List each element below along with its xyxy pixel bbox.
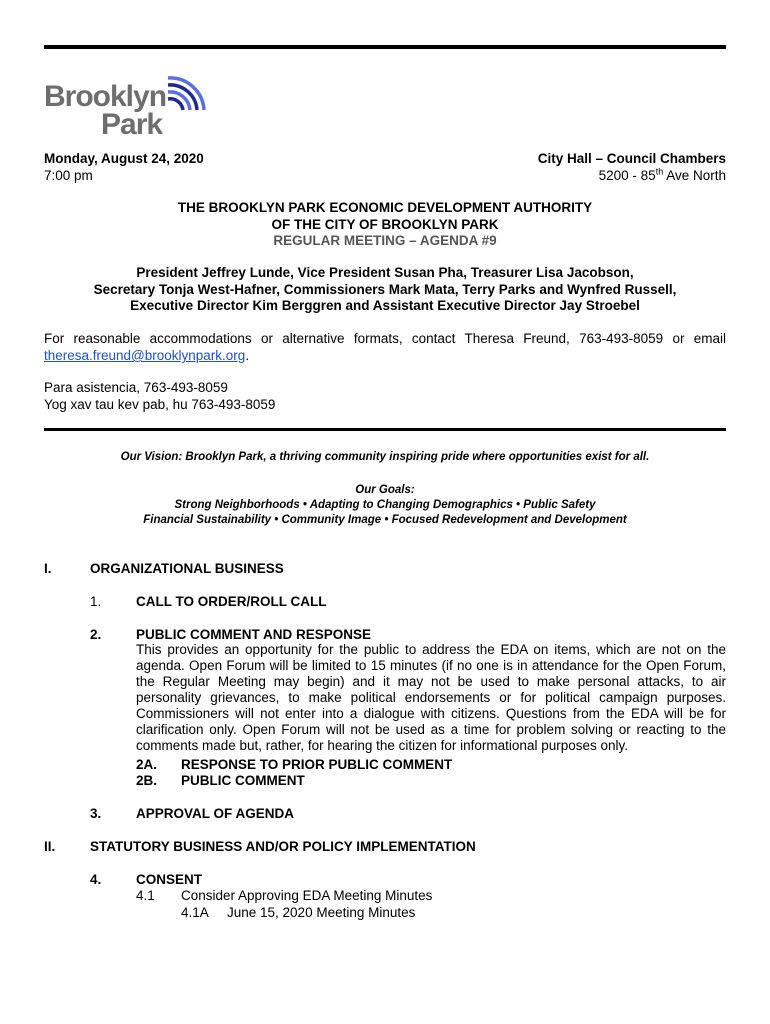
item-2-body-line: Commissioners will not enter into a dialogue with citizens. Questions from the EDA will be for	[136, 706, 726, 721]
title-line2: OF THE CITY OF BROOKLYN PARK	[271, 217, 499, 232]
item-4-title: CONSENT	[136, 872, 203, 887]
item-4-1a-number: 4.1A	[181, 905, 209, 920]
logo-park-text: Park	[101, 108, 163, 141]
members-line2: Secretary Tonja West-Hafner, Commissioners Mark Mata, Terry Parks and Wynfred Russell,	[93, 282, 677, 297]
item-4-1a-title: June 15, 2020 Meeting Minutes	[227, 905, 416, 920]
section-1-number: I.	[44, 561, 52, 576]
address-suffix: Ave North	[663, 168, 726, 183]
item-2b-title: PUBLIC COMMENT	[181, 773, 305, 788]
accommodations-text: For reasonable accommodations or alternative formats, contact Theresa Freund, 763-493-8059 or email	[44, 331, 726, 346]
item-2a-number: 2A.	[136, 757, 158, 772]
item-3-title: APPROVAL OF AGENDA	[136, 806, 295, 821]
item-4-number: 4.	[90, 872, 102, 887]
email-period: .	[245, 348, 250, 363]
item-2-title: PUBLIC COMMENT AND RESPONSE	[136, 627, 372, 642]
item-2b-number: 2B.	[136, 773, 158, 788]
item-2-body-line: the Regular Meeting may begin) and it may not be used to make personal attacks, to air	[136, 674, 726, 689]
title-line1: THE BROOKLYN PARK ECONOMIC DEVELOPMENT AUTHORITY	[177, 200, 593, 215]
section-2-number: II.	[44, 839, 56, 854]
logo-brooklyn-text: Brooklyn	[44, 80, 167, 113]
vision-statement: Our Vision: Brooklyn Park, a thriving community inspiring pride where opportunities exist for all.	[120, 451, 650, 463]
meeting-location: City Hall – Council Chambers	[537, 151, 726, 166]
accommodations-email-line	[44, 347, 249, 364]
members-line3: Executive Director Kim Berggren and Assistant Executive Director Jay Stroebel	[130, 298, 640, 313]
address-prefix: 5200 - 85	[598, 168, 656, 183]
item-2-body-line: clarification only. Open Forum will not be used as a time for problem solving or reacting to the	[136, 722, 726, 737]
address-sup: th	[655, 166, 664, 177]
hmong-assistance: Yog xav tau kev pab, hu 763-493-8059	[44, 397, 276, 412]
item-2-number: 2.	[90, 627, 102, 642]
meeting-time: 7:00 pm	[44, 168, 93, 183]
email-link[interactable]: theresa.freund@brooklynpark.org	[44, 348, 246, 363]
item-2-body-line: comments made but, rather, for hearing the citizen for informational purposes only.	[136, 738, 628, 753]
item-1-number: 1.	[90, 594, 102, 609]
item-2a-title: RESPONSE TO PRIOR PUBLIC COMMENT	[181, 757, 453, 772]
item-3-number: 3.	[90, 806, 102, 821]
meeting-date: Monday, August 24, 2020	[44, 151, 204, 166]
title-line3: REGULAR MEETING – AGENDA #9	[273, 233, 497, 248]
item-2-body-line: agenda. Open Forum will be limited to 15 minutes (if no one is in attendance for the Open Forum,	[136, 658, 726, 673]
members-line1: President Jeffrey Lunde, Vice President Susan Pha, Treasurer Lisa Jacobson,	[136, 265, 634, 280]
section-1-title: ORGANIZATIONAL BUSINESS	[90, 561, 284, 576]
item-4-1-number: 4.1	[136, 888, 155, 903]
brooklyn-park-logo	[44, 70, 214, 140]
item-1-title: CALL TO ORDER/ROLL CALL	[136, 594, 327, 609]
item-2-body-line: This provides an opportunity for the public to address the EDA on items, which are not on the	[136, 642, 726, 657]
item-2-body-line: personality grievances, to make political endorsements or for political campaign purposes.	[136, 690, 726, 705]
goals-heading: Our Goals:	[355, 484, 415, 496]
logo-wave-icon	[164, 70, 210, 112]
goals-line2: Financial Sustainability • Community Image • Focused Redevelopment and Development	[143, 514, 627, 526]
item-4-1-title: Consider Approving EDA Meeting Minutes	[181, 888, 433, 903]
item-2-body	[136, 642, 726, 754]
spanish-assistance: Para asistencia, 763-493-8059	[44, 380, 228, 395]
top-rule	[44, 45, 726, 49]
goals-line1: Strong Neighborhoods • Adapting to Changing Demographics • Public Safety	[174, 499, 596, 511]
meeting-address	[599, 167, 726, 184]
section-2-title: STATUTORY BUSINESS AND/OR POLICY IMPLEMENTATION	[90, 839, 476, 854]
middle-rule	[44, 428, 726, 431]
